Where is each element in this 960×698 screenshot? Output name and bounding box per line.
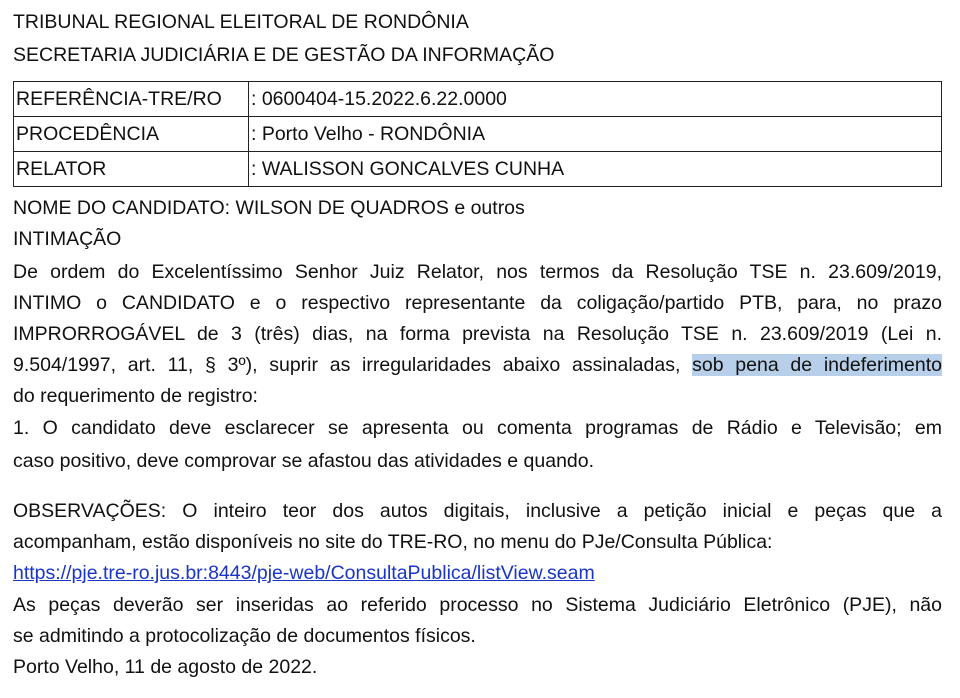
candidate-line: NOME DO CANDIDATO: WILSON DE QUADROS e outros: [13, 197, 525, 219]
observacoes-line-2: acompanham, estão disponíveis no site do TRE-RO, no menu do PJe/Consulta Pública:: [13, 531, 773, 553]
item-1-line-1: 1. O candidato deve esclarecer se apresenta ou comenta programas de Rádio e Televisão; em: [13, 417, 942, 439]
body-line-4: [13, 354, 942, 377]
ref-value-referencia: : 0600404-15.2022.6.22.0000: [249, 82, 942, 117]
table-row: [14, 117, 942, 152]
ref-key-procedencia: PROCEDÊNCIA: [14, 117, 249, 152]
body-line-2: INTIMO o CANDIDATO e o respectivo representante da coligação/partido PTB, para, no prazo: [13, 292, 942, 314]
consulta-publica-link[interactable]: https://pje.tre-ro.jus.br:8443/pje-web/ConsultaPublica/listView.seam: [13, 562, 595, 584]
ref-value-procedencia: : Porto Velho - RONDÔNIA: [249, 117, 942, 152]
observacoes-line-3: As peças deverão ser inseridas ao referido processo no Sistema Judiciário Eletrônico (PJE), não: [13, 594, 942, 616]
body-line-3: IMPRORROGÁVEL de 3 (três) dias, na forma prevista na Resolução TSE n. 23.609/2019 (Lei n.: [13, 323, 942, 345]
reference-table: [13, 81, 942, 187]
tribunal-name: TRIBUNAL REGIONAL ELEITORAL DE RONDÔNIA: [13, 11, 469, 33]
doc-type-title: INTIMAÇÃO: [13, 228, 122, 250]
selected-text-highlight[interactable]: sob pena de indeferimento: [692, 354, 942, 376]
item-1-line-2: caso positivo, deve comprovar se afastou das atividades e quando.: [13, 450, 595, 472]
observacoes-line-4: se admitindo a protocolização de documentos físicos.: [13, 625, 476, 647]
body-line-1: De ordem do Excelentíssimo Senhor Juiz Relator, nos termos da Resolução TSE n. 23.609/2019,: [13, 261, 942, 283]
body-line-5: do requerimento de registro:: [13, 385, 258, 407]
ref-value-relator: : WALISSON GONCALVES CUNHA: [249, 152, 942, 187]
table-row: [14, 82, 942, 117]
body-line-4-text: 9.504/1997, art. 11, § 3º), suprir as irregularidades abaixo assinaladas,: [13, 354, 693, 376]
secretaria-name: SECRETARIA JUDICIÁRIA E DE GESTÃO DA INFORMAÇÃO: [13, 44, 555, 66]
ref-key-relator: RELATOR: [14, 152, 249, 187]
consulta-link-line: [13, 562, 595, 585]
closing-date: Porto Velho, 11 de agosto de 2022.: [13, 656, 318, 678]
ref-key-referencia: REFERÊNCIA-TRE/RO: [14, 82, 249, 117]
table-row: [14, 152, 942, 187]
observacoes-line-1: OBSERVAÇÕES: O inteiro teor dos autos digitais, inclusive a petição inicial e peças que a: [13, 500, 942, 522]
